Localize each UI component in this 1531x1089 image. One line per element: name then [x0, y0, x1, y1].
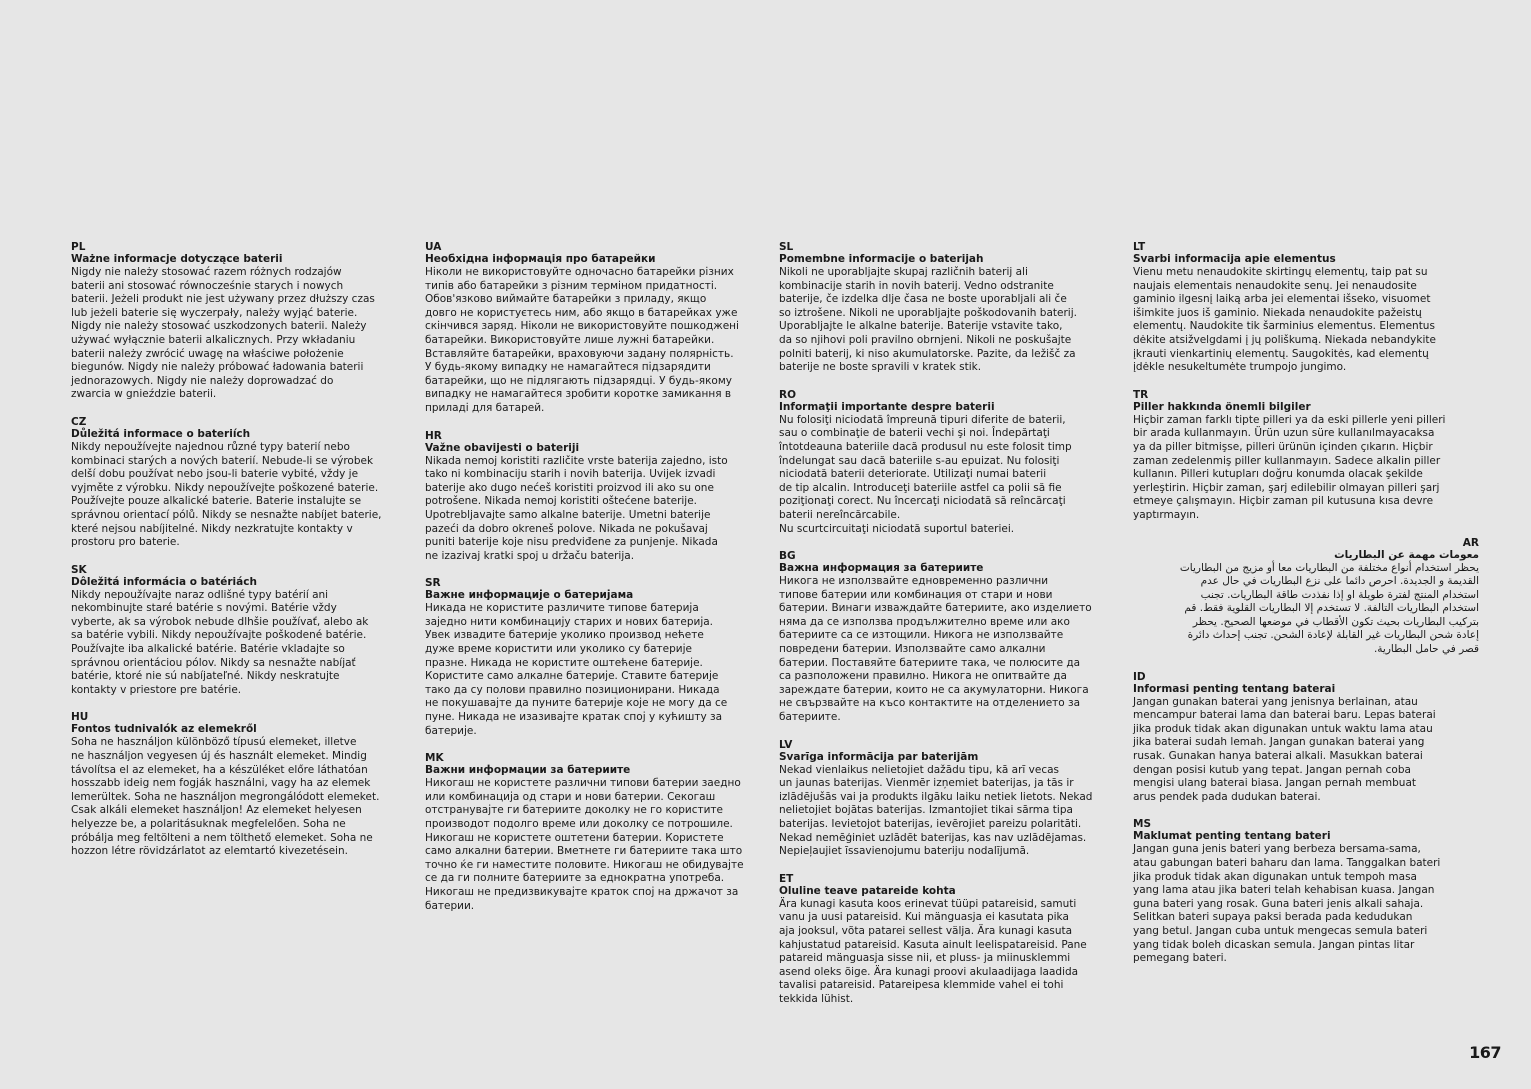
- section-title: Необхідна інформація про батарейки: [425, 253, 656, 265]
- section-lt: [1133, 241, 1479, 375]
- section-title: Važne obavijesti o bateriji: [425, 441, 580, 454]
- section-body: Ніколи не використовуйте одночасно батарейки різних типів або батарейки з різним терміном придатності. Обов'язково виймайте батарейки з приладу, якщо довго не користуєтесь ним, або якщо в батарейках уже скінчився заряд. Ніколи не використовуйте пошкоджені батарейки. Використовуйте лише лужні батарейки. Вставляйте батарейки, враховуючи задану полярність. У будь-якому випадку не намагайтеся підзарядити батарейки, що не підлягають підзарядці. У будь-якому випадку не намагайтеся зробити коротке замикання в приладі для батарей.: [425, 266, 739, 414]
- language-code: SL: [779, 241, 794, 253]
- language-code: CZ: [71, 415, 87, 428]
- section-hr: [425, 430, 771, 564]
- section-body: Nikdy nepoužívajte naraz odlišné typy batérií ani nekombinujte staré batérie s novými. Batérie vždy vyberte, ak sa výrobok nebude dlhšie používať, alebo ak sa batérie vybili. Nikdy nepoužívajte poškodené batérie. Používajte iba alkalické batérie. Batérie vkladajte so správnou orientáciou pólov. Nikdy sa nesnažte nabíjať batérie, ktoré nie sú nabíjateľné. Nikdy neskratujte kontakty v priestore pre batérie.: [71, 588, 369, 696]
- section-body: Nu folosiţi niciodată împreună tipuri diferite de baterii, sau o combinaţie de baterii vechi şi noi. Îndepărtaţi întotdeauna bateriile dacă produsul nu este folosit timp îndelungat sau dacă bateriile s-au epuizat. Nu folosiţi niciodată baterii deteriorate. Utilizaţi numai baterii de tip alcalin. Introduceţi bateriile astfel ca polii să fie poziţionaţi corect. Nu încercaţi niciodată să reîncărcaţi baterii nereîncărcabile. Nu scurtcircuitaţi niciodată suportul bateriei.: [779, 413, 1072, 535]
- column-4: [1133, 241, 1479, 980]
- language-code: SR: [425, 577, 441, 590]
- section-et: [779, 873, 1125, 1007]
- language-code: UA: [425, 241, 442, 253]
- section-title: Fontos tudnivalók az elemekről: [71, 723, 257, 736]
- language-code: AR: [1462, 536, 1479, 549]
- section-sl: [779, 241, 1125, 375]
- column-1: [71, 241, 417, 873]
- language-code: HU: [71, 711, 89, 724]
- section-title: Svarbi informacija apie elementus: [1133, 253, 1336, 265]
- section-body: Soha ne használjon különböző típusú elemeket, illetve ne használjon vegyesen új és használt elemeket. Mindig távolítsa el az elemeket, ha a készüléket előre láthatóan hosszabb ideig nem fogják használni, vagy ha az elemek lemerültek. Soha ne használjon megrongálódott elemeket. Csak alkáli elemeket használjon! Az elemeket helyesen helyezze be, a polaritásuknak megfelelően. Soha ne próbálja meg feltölteni a nem tölthető elemeket. Soha ne hozzon létre rövidzárlatot az elemtartó kivezetésein.: [71, 736, 380, 858]
- section-body: Nikada nemoj koristiti različite vrste baterija zajedno, isto tako ni kombinaciju starih i novih baterija. Uvijek izvadi baterije ako dugo nećeš koristiti proizvod ili ako su one potrošene. Nikada nemoj koristiti oštećene baterije. Upotrebljavajte samo alkalne baterije. Umetni baterije pazeći da dobro okreneš polove. Nikada ne pokušavaj puniti baterije koje nisu predviđene za punjenje. Nikada ne izazivaj kratki spoj u držaču baterija.: [425, 454, 728, 562]
- section-title: Informasi penting tentang baterai: [1133, 682, 1336, 695]
- section-body: Nekad vienlaikus nelietojiet dažādu tipu, kā arī vecas un jaunas baterijas. Vienmēr izņemiet baterijas, ja tās ir izlādējušās vai ja produkts ilgāku laiku netiek lietots. Nekad nelietojiet bojātas baterijas. Izmantojiet tikai sārma tipa baterijas. Ievietojot baterijas, ievērojiet pareizu polaritāti. Nekad nemēģiniet uzlādēt baterijas, kas nav uzlādējamas. Nepieļaujiet īssavienojumu bateriju nodalījumā.: [779, 763, 1093, 858]
- section-body: Vienu metu nenaudokite skirtingų elementų, taip pat su naujais elementais nenaudokite senų. Jei nenaudosite gaminio ilgesnį laiką arba jei elementai išseko, visuomet išimkite juos iš gaminio. Niekada nenaudokite pažeistų elementų. Naudokite tik šarminius elementus. Elementus dėkite atsižvelgdami į jų poliškumą. Niekada nebandykite įkrauti vienkartinių elementų. Saugokitės, kad elementų įdėkle nesukeltumėte trumpojo jungimo.: [1133, 266, 1436, 374]
- section-title: Svarīga informācija par baterijām: [779, 750, 979, 763]
- language-code: HR: [425, 429, 442, 442]
- section-sr: [425, 577, 771, 738]
- section-ms: [1133, 818, 1479, 965]
- section-tr: [1133, 389, 1479, 523]
- section-body: Hiçbir zaman farklı tipte pilleri ya da eski pillerle yeni pilleri bir arada kullanmayın. Ürün uzun süre kullanılmayacaksa ya da piller bitmişse, pilleri ürünün içinden çıkarın. Hiçbir zaman zedelenmiş piller kullanmayın. Sadece alkalin piller kullanın. Pilleri kutupları doğru konumda olacak şekilde yerleştirin. Hiçbir zaman, şarj edilebilir olmayan pilleri şarj etmeye çalışmayın. Hiçbir zaman pil kutusuna kısa devre yaptırmayın.: [1133, 413, 1446, 521]
- language-code: LV: [779, 738, 793, 751]
- section-title: Maklumat penting tentang bateri: [1133, 830, 1331, 843]
- language-code: RO: [779, 388, 797, 401]
- column-2: [425, 241, 771, 927]
- section-cz: [71, 416, 417, 550]
- section-ar: [1133, 537, 1479, 657]
- language-code: PL: [71, 241, 86, 253]
- section-title: معومات مهمة عن البطاريات: [1334, 548, 1479, 561]
- section-body: Jangan guna jenis bateri yang berbeza bersama-sama, atau gabungan bateri baharu dan lama. Tanggalkan bateri jika produk tidak akan digunakan untuk tempoh masa yang lama atau jika bateri telah kehabisan kuasa. Jangan guna bateri yang rosak. Guna bateri jenis alkali sahaja. Selitkan bateri supaya paksi berada pada kedudukan yang betul. Jangan cuba untuk mengecas semula bateri yang tidak boleh dicaskan semula. Jangan pintas litar pemegang bateri.: [1133, 843, 1441, 965]
- section-title: Oluline teave patareide kohta: [779, 884, 956, 897]
- language-code: MS: [1133, 818, 1152, 831]
- page-number: 167: [1469, 1043, 1501, 1062]
- section-body: يحظر استخدام أنواع مختلفة من البطاريات معا أو مزيج من البطاريات القديمة و الجديدة. احرص دائما على نزع البطاريات في حال عدم استخدام المنتج لفترة طويلة او إذا نفذدت طاقة البطاريات. تجنب استخدام البطاريات التالفة. لا تستخدم إلا البطاريات القلوية فقط. قم بتركيب البطاريات بحيث تكون الأقطاب في موضعها الصحيح. يحظر إعادة شحن البطاريات غير القابلة لإعادة الشحن. تجنب إحداث دائرة قصر في حامل البطارية.: [1179, 561, 1479, 656]
- section-title: Ważne informacje dotyczące baterii: [71, 253, 283, 265]
- section-body: Никогаш не користете различни типови батерии заедно или комбинација од стари и нови батерии. Секогаш отстранувајте ги батериите доколку не го користите производот подолго време или доколку се потрошиле. Никогаш не користете оштетени батерии. Користете само алкални батерии. Вметнете ги батериите така што точно ќе ги наместите половите. Никогаш не обидувајте се да ги полните батериите за еднократна употреба. Никогаш не предизвикувајте краток спој на држачот за батерии.: [425, 777, 744, 912]
- section-title: Informaţii importante despre baterii: [779, 400, 995, 413]
- column-3: [779, 241, 1125, 1021]
- language-code: ID: [1133, 670, 1146, 683]
- section-body: Jangan gunakan baterai yang jenisnya berlainan, atau mencampur baterai lama dan baterai baru. Lepas baterai jika produk tidak akan digunakan untuk waktu lama atau jika baterai sudah lemah. Jangan gunakan baterai yang rusak. Gunakan hanya baterai alkali. Masukkan baterai dengan posisi kutub yang tepat. Jangan pernah coba mengisi ulang baterai biasa. Jangan pernah membuat arus pendek pada dudukan baterai.: [1133, 695, 1436, 803]
- section-title: Важне информације о батеријама: [425, 589, 634, 602]
- language-code: ET: [779, 872, 794, 885]
- section-mk: [425, 752, 771, 913]
- section-body: Nigdy nie należy stosować razem różnych rodzajów baterii ani stosować równocześnie starych i nowych baterii. Jeżeli produkt nie jest używany przez dłuższy czas lub jeżeli baterie się wyczerpały, należy wyjąć baterie. Nigdy nie należy stosować uszkodzonych baterii. Należy używać wyłącznie baterii alkalicznych. Przy wkładaniu baterii należy zwrócić uwagę na właściwe położenie biegunów. Nigdy nie należy próbować ładowania baterii jednorazowych. Nigdy nie należy doprowadzać do zwarcia w gnieździe baterii.: [71, 266, 375, 401]
- section-title: Важни информации за батериите: [425, 764, 631, 777]
- language-code: BG: [779, 550, 796, 563]
- section-lv: [779, 739, 1125, 859]
- section-body: Nikoli ne uporabljajte skupaj različnih baterij ali kombinacije starih in novih baterij. Vedno odstranite baterije, če izdelka dlje časa ne boste uporabljali ali če so iztrošene. Nikoli ne uporabljajte poškodovanih baterij. Uporabljajte le alkalne baterije. Baterije vstavite tako, da so njihovi poli pravilno obrnjeni. Nikoli ne poskušajte polniti baterij, ki niso akumulatorske. Pazite, da ležišč za baterije ne boste spravili v kratek stik.: [779, 266, 1077, 374]
- section-body: Никога не използвайте едновременно различни типове батерии или комбинация от стари и нови батерии. Винаги изваждайте батериите, ако изделието няма да се използва продължително време или ако батериите са се изтощили. Никога не използвайте повредени батерии. Използвайте само алкални батерии. Поставяйте батериите така, че полюсите да са разположени правилно. Никога не опитвайте да зареждате батерии, които не са акумулаторни. Никога не свързвайте на късо контактите на отделението за батериите.: [779, 575, 1092, 724]
- section-body: Никада не користите различите типове батерија заједно нити комбинацију старих и нових батерија. Увек извадите батерије уколико производ нећете дуже време користити или уколико су батерије празне. Никада не користите оштећене батерије. Користите само алкалне батерије. Ставите батерије тако да су полови правилно позиционирани. Никада не покушавајте да пуните батерије које не могу да се пуне. Никада не изазивајте кратак спој у кућишту за батерије.: [425, 602, 728, 737]
- language-code: SK: [71, 563, 87, 576]
- section-title: Piller hakkında önemli bilgiler: [1133, 400, 1311, 413]
- section-title: Важна информация за батериите: [779, 562, 984, 575]
- language-code: MK: [425, 752, 444, 765]
- language-code: TR: [1133, 388, 1149, 401]
- language-code: LT: [1133, 241, 1146, 253]
- section-id: [1133, 671, 1479, 805]
- section-title: Důležitá informace o bateriích: [71, 427, 251, 440]
- section-title: Pomembne informacije o baterijah: [779, 253, 984, 265]
- section-sk: [71, 564, 417, 698]
- section-hu: [71, 711, 417, 858]
- section-ua: [425, 241, 771, 416]
- section-bg: [779, 550, 1125, 725]
- section-body: Ära kunagi kasuta koos erinevat tüüpi patareisid, samuti vanu ja uusi patareisid. Kui mänguasja ei kasutata pika aja jooksul, võta patarei sellest välja. Ära kunagi kasuta kahjustatud patareisid. Kasuta ainult leelispatareisid. Pane patareid mänguasja sisse nii, et pluss- ja miinusklemmi asend oleks õige. Ära kunagi proovi akulaadijaga laadida tavalisi patareisid. Patareipesa klemmide vahel ei tohi tekkida lühist.: [779, 897, 1087, 1005]
- section-pl: [71, 241, 417, 402]
- section-title: Dôležitá informácia o batériách: [71, 575, 257, 588]
- section-body: Nikdy nepoužívejte najednou různé typy baterií nebo kombinaci starých a nových baterií. Nebude-li se výrobek delší dobu používat nebo jsou-li baterie vybité, vždy je vyjměte z výrobku. Nikdy nepoužívejte poškozené baterie. Používejte pouze alkalické baterie. Baterie instalujte se správnou orientací pólů. Nikdy se nesnažte nabíjet baterie, které nejsou nabíjitelné. Nikdy nezkratujte kontakty v prostoru pro baterie.: [71, 440, 382, 549]
- section-ro: [779, 389, 1125, 536]
